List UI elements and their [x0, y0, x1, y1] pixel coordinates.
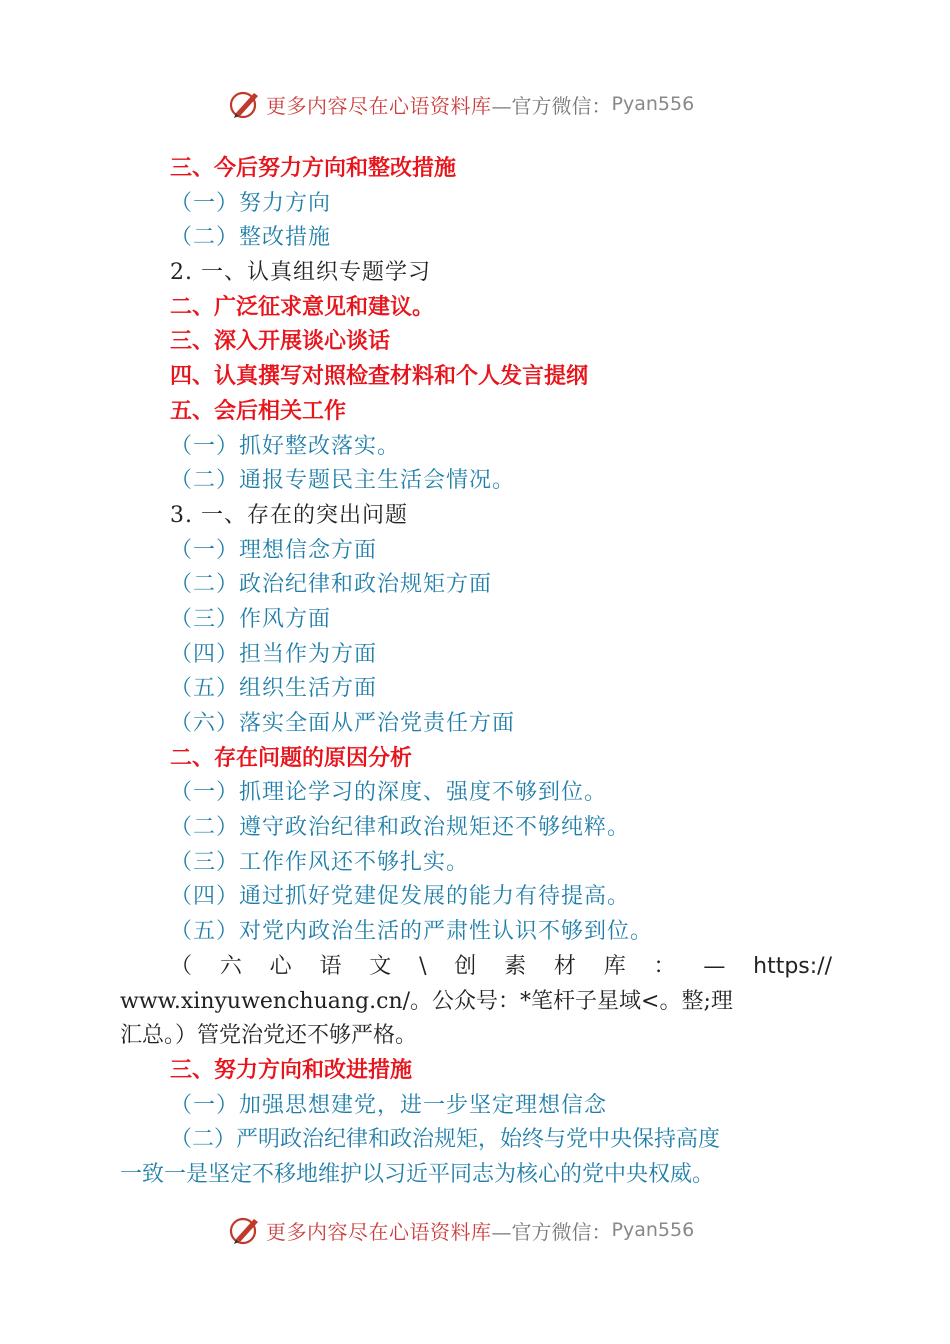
subheading: （六）落实全面从严治党责任方面: [170, 711, 516, 736]
subheading: （四）担当作为方面: [170, 641, 378, 667]
para-char: —: [703, 953, 726, 979]
subheading: （一）抓理论学习的深度、强度不够到位。: [170, 780, 608, 806]
paragraph-six-line3: 汇总。）管党治党还不够严格。: [120, 1023, 418, 1049]
banner-title: 更多内容尽在心语资料库: [266, 93, 492, 118]
paragraph-six-line2: www.xinyuwenchuang.cn/。公众号：*笔杆子星域<。整;理: [120, 988, 733, 1014]
heading: 四、认真撰写对照检查材料和个人发言提纲: [170, 364, 589, 390]
para-char: 心: [269, 953, 292, 979]
subheading: （二）整改措施: [170, 225, 332, 251]
para-char: 库: [603, 953, 626, 979]
para-char: 创: [454, 953, 477, 979]
numbered-section: 3. 一、存在的突出问题: [170, 502, 408, 528]
paragraph-six-line1: [120, 950, 832, 985]
para-char: ：: [653, 953, 676, 979]
header-banner: [228, 84, 694, 124]
para-char: 文: [369, 953, 392, 979]
banner-title: 更多内容尽在心语资料库: [266, 1219, 492, 1244]
banner-wechat-id: Pyan556: [611, 1219, 695, 1241]
subheading: （一）加强思想建党，进一步坚定理想信念: [170, 1092, 608, 1118]
para-char: （: [170, 953, 193, 979]
subheading: （一）抓好整改落实。: [170, 433, 401, 459]
pen-logo-icon: [228, 87, 262, 121]
para-char: \: [419, 953, 427, 979]
banner-wechat-id: Pyan556: [611, 93, 695, 115]
subheading: （一）理想信念方面: [170, 537, 378, 563]
para-char: 材: [553, 953, 576, 979]
numbered-section: 2. 一、认真组织专题学习: [170, 260, 431, 286]
document-body: [120, 152, 832, 1193]
para-char: 语: [319, 953, 342, 979]
banner-official-label: —官方微信：: [491, 93, 612, 118]
subheading: （五）组织生活方面: [170, 676, 378, 702]
footer-banner: [228, 1210, 694, 1250]
subheading: （三）工作作风还不够扎实。: [170, 849, 470, 875]
heading: 五、会后相关工作: [170, 398, 347, 424]
banner-official-label: —官方微信：: [491, 1219, 612, 1244]
para-char: 素: [504, 953, 527, 979]
para-char: 六: [219, 953, 242, 979]
subheading: （二）政治纪律和政治规矩方面: [170, 572, 493, 598]
paragraph-final-line1: （二）严明政治纪律和政治规矩，始终与党中央保持高度: [170, 1127, 721, 1153]
subheading: （四）通过抓好党建促发展的能力有待提高。: [170, 884, 631, 910]
heading: 二、存在问题的原因分析: [170, 745, 413, 771]
subheading: （二）遵守政治纪律和政治规矩还不够纯粹。: [170, 815, 631, 841]
paragraph-final-line2: 一致一是坚定不移地维护以习近平同志为核心的党中央权威。: [120, 1161, 715, 1187]
pen-logo-icon: [228, 1213, 262, 1247]
subheading: （五）对党内政治生活的严肃性认识不够到位。: [170, 919, 654, 945]
heading: 三、努力方向和改进措施: [170, 1057, 413, 1083]
heading: 三、深入开展谈心谈话: [170, 329, 391, 355]
subheading: （二）通报专题民主生活会情况。: [170, 468, 516, 494]
subheading: （一）努力方向: [170, 190, 332, 216]
heading: 二、广泛征求意见和建议。: [170, 294, 435, 320]
heading: 三、今后努力方向和整改措施: [170, 156, 457, 181]
para-url-start: https://: [753, 953, 832, 979]
subheading: （三）作风方面: [170, 606, 332, 632]
